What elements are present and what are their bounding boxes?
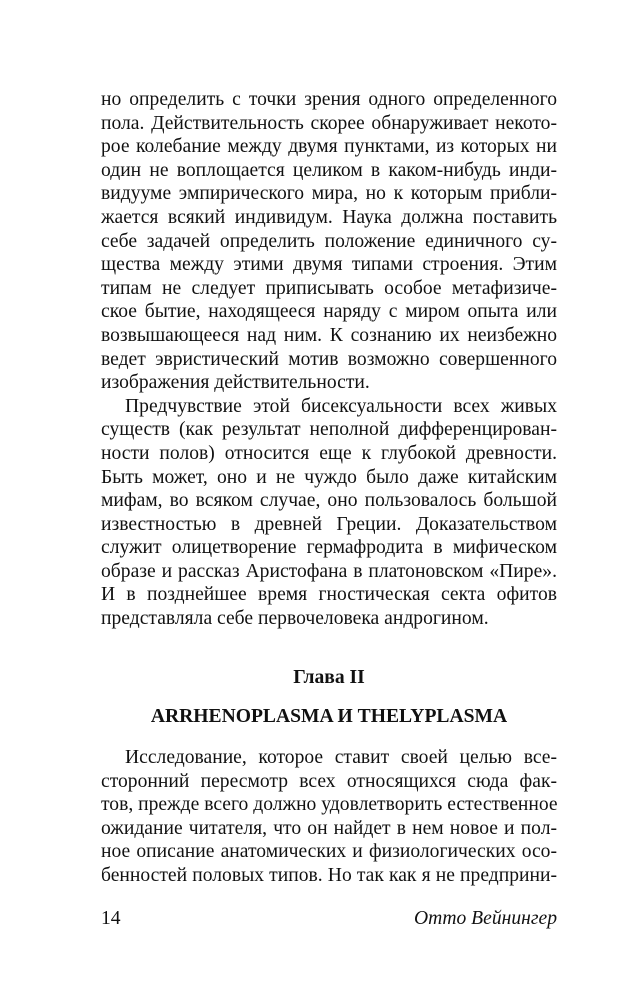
paragraph-2 [101,395,557,631]
paragraph-3-line: сторонний пересмотр всех относящихся сюда фак- [101,770,557,792]
paragraph-1-line: изображения действительности. [101,372,370,394]
paragraph-2-line: известностью в древней Греции. Доказательством [101,513,557,535]
paragraph-1-line: типам не следует приписывать особое метафизиче- [101,277,557,299]
paragraph-2-line: существ (как результат неполной дифференцирован- [101,419,557,441]
paragraph-1-line: но определить с точки зрения одного определенного [101,89,557,110]
paragraph-1 [101,88,557,395]
paragraph-2-line: образе и рассказ Аристофана в платоновском «Пире». [101,560,557,582]
paragraph-1-line: жается всякий индивидум. Наука должна поставить [101,206,557,228]
paragraph-3-line: бенностей половых типов. Но так как я не предприни- [101,864,557,886]
paragraph-2-line: служит олицетворение гермафродита в мифическом [101,537,557,559]
paragraph-1-line: пола. Действительность скорее обнаруживает некото- [101,112,557,134]
paragraph-1-line: ведет эвристический мотив возможно совершенного [101,348,557,370]
paragraph-2-line: ности полов) относится еще к глубокой древности. [101,442,557,464]
paragraph-1-line: щества между этими двумя типами строения. Этим [101,254,557,276]
paragraph-1-line: один не воплощается целиком в каком-нибудь инди- [101,159,557,181]
paragraph-3-line: Исследование, которое ставит своей целью все- [125,747,557,768]
paragraph-1-line: рое колебание между двумя пунктами, из которых ни [101,136,557,158]
paragraph-2-line: Предчувствие этой бисексуальности всех живых [125,395,557,417]
paragraph-3-line: ное описание анатомических и физиологических осо- [101,841,557,863]
chapter-title: ARRHENOPLASMA И THELYPLASMA [150,706,508,727]
paragraph-2-line: И в позднейшее время гностическая секта офитов [101,584,557,606]
text-block-top [101,88,557,631]
paragraph-2-line: Быть может, оно и не чуждо было даже китайским [101,466,557,488]
paragraph-3-line: ожидание читателя, что он найдет в нем новое и пол- [101,817,557,839]
paragraph-1-line: видууме эмпирического мира, но к которым прибли- [101,183,557,205]
paragraph-1-line: ское бытие, находящееся наряду с миром опыта или [101,301,557,323]
paragraph-3 [101,746,557,888]
paragraph-3-line: тов, прежде всего должно удовлетворить естественное [101,794,558,816]
paragraph-2-line: мифам, во всяком случае, оно пользовалось большой [101,490,557,512]
paragraph-1-line: себе задачей определить положение единичного су- [101,230,557,252]
chapter-label: Глава II [293,667,365,688]
running-author: Отто Вейнингер [414,908,557,929]
paragraph-1-line: возвышающееся над ним. К сознанию их неизбежно [101,324,557,346]
paragraph-2-line: представляла себе первочеловека андрогином. [101,608,489,630]
page-number: 14 [101,908,121,929]
